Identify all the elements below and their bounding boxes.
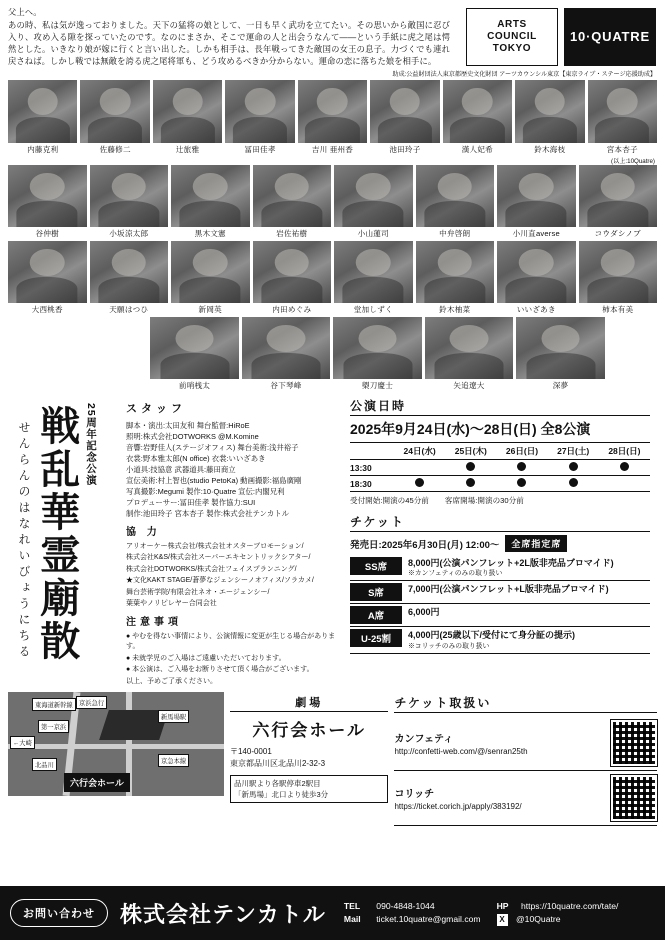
cast-cell	[171, 165, 250, 239]
open-notes	[350, 495, 650, 506]
footer-bar	[0, 886, 665, 940]
cast-photo	[334, 165, 413, 227]
price-value: 8,000円(公演パンフレット+2L版非売品ブロマイド)	[408, 558, 614, 569]
schedule-row	[350, 476, 650, 492]
venue-heading: 劇場	[230, 694, 389, 712]
staff-line: 音響:岩野佳人(ステージオフィス) 舞台美術:浅井裕子	[126, 442, 299, 452]
staff-line: 脚本・演出:太田友和 舞台監督:HiRoE	[126, 420, 250, 430]
price-tag: S席	[350, 583, 402, 601]
cast-photo	[497, 241, 576, 303]
top-block	[0, 0, 665, 67]
cast-row	[8, 165, 657, 239]
cast-photo	[253, 241, 332, 303]
cast-name: 小山蓮司	[357, 229, 389, 239]
cast-row	[8, 241, 657, 315]
ticket-outlet-row[interactable]	[394, 716, 657, 771]
price-note: ※カンフェティのみの取り扱い	[408, 570, 503, 578]
outlet-name: カンフェティ	[394, 734, 454, 746]
cast-name: 漢人妃希	[461, 145, 493, 155]
cast-grid	[0, 78, 665, 391]
ticket-outlets-block	[394, 692, 657, 826]
cast-name: 鈴木柚菜	[439, 305, 471, 315]
schedule-cell	[548, 460, 599, 476]
cast-name: 大西桃香	[31, 305, 63, 315]
middle-section	[0, 393, 665, 688]
show-title-kana: せんらんのはなれいびょうにちる	[17, 421, 31, 662]
schedule-cell	[599, 460, 650, 476]
notice-line: ● 未就学児のご入場はご遠慮いただいております。	[126, 654, 286, 662]
notice-line: 以上、予めご了承ください。	[126, 677, 217, 685]
cast-photo	[416, 165, 495, 227]
cast-cell	[8, 80, 77, 155]
performance-dot	[415, 478, 424, 487]
cast-photo	[334, 241, 413, 303]
venue-access-line: 品川駅より各駅停車2駅目	[233, 778, 321, 788]
contact-label: お問い合わせ	[10, 899, 108, 927]
company-logo	[564, 8, 656, 66]
arts-council-line3: TOKYO	[492, 42, 532, 54]
bottom-section	[0, 688, 665, 826]
cooperation-line: 葉葉やノリピレヤー合同会社	[126, 600, 217, 608]
cast-cell	[579, 241, 658, 315]
cast-cell	[153, 80, 222, 155]
intro-lead: 父上へ。	[8, 7, 42, 17]
cast-name: いいざあき	[516, 305, 556, 315]
schedule-dates: 2025年9月24日(水)〜28日(日) 全8公演	[350, 421, 591, 438]
cast-cell	[334, 241, 413, 315]
performance-dot	[620, 462, 629, 471]
outlet-name: コリッチ	[394, 789, 435, 801]
cast-photo	[171, 241, 250, 303]
schedule-cell	[394, 460, 445, 476]
cast-name: 佐藤修二	[99, 145, 131, 155]
outlet-info	[394, 785, 605, 811]
cast-cell	[8, 241, 87, 315]
seat-type-badge: 全席指定席	[505, 535, 567, 552]
contact-details	[344, 900, 481, 927]
schedule-cell	[496, 476, 547, 492]
cast-name: 谷下琴峰	[270, 381, 302, 391]
cast-photo	[588, 80, 657, 143]
cast-name: 池田玲子	[389, 145, 421, 155]
cast-cell	[90, 165, 169, 239]
cast-cell	[516, 317, 605, 391]
staff-line: プロデューサー:冨田佳孝 製作協力:SUI	[126, 498, 256, 508]
staff-line: 制作:池田玲子 宮本杏子 製作:株式会社テンカトル	[126, 509, 290, 519]
cast-cell	[416, 241, 495, 315]
title-block	[8, 395, 120, 688]
cast-name: 内田めぐみ	[272, 305, 312, 315]
cooperation-line: アリオーケー株式会社/株式会社オスターブロモーション/	[126, 542, 304, 550]
cast-photo	[153, 80, 222, 143]
performance-dot	[466, 478, 475, 487]
price-row	[350, 627, 650, 653]
cast-name: 前哨桟太	[178, 381, 211, 391]
mail-row	[344, 913, 481, 926]
onsale-date: 発売日:2025年6月30日(月) 12:00〜	[350, 539, 500, 551]
map-label: 京浜急行	[76, 696, 107, 709]
price-row	[350, 581, 650, 604]
outlet-url[interactable]: https://ticket.corich.jp/apply/383192/	[394, 802, 522, 812]
cast-name: 黒木文憲	[194, 229, 226, 239]
cast-photo	[90, 165, 169, 227]
ticket-outlet-row[interactable]	[394, 771, 657, 826]
cast-photo	[150, 317, 239, 379]
venue-name: 六行会ホール	[252, 721, 367, 741]
price-body	[408, 629, 575, 650]
cast-cell	[497, 165, 576, 239]
cast-photo	[425, 317, 514, 379]
price-tag: A席	[350, 606, 402, 624]
cast-name: 小坂涼太郎	[109, 229, 149, 239]
venue-access	[230, 775, 389, 804]
map-label: 第一京浜	[38, 720, 69, 733]
schedule-cell	[548, 476, 599, 492]
hp-value[interactable]: https://10quatre.com/tate/	[520, 900, 619, 911]
schedule-table	[350, 442, 650, 492]
cast-photo	[497, 165, 576, 227]
staff-line: 衣裳:野本雅太郎(N office) 衣裳:いいざあき	[126, 453, 266, 463]
cast-row	[8, 80, 657, 155]
cooperation-list	[126, 542, 344, 610]
cast-photo	[333, 317, 422, 379]
cast-photo	[579, 165, 658, 227]
cast-cell	[588, 80, 657, 155]
cast-photo	[416, 241, 495, 303]
mail-value[interactable]: ticket.10quatre@gmail.com	[376, 914, 481, 924]
cast-name: 吉川 亜州香	[311, 145, 354, 155]
show-title: 戦乱華霊廟散	[33, 405, 81, 664]
cast-photo	[515, 80, 584, 143]
notice-heading: 注意事項	[126, 616, 182, 628]
cast-photo	[242, 317, 331, 379]
mail-label: Mail	[343, 914, 361, 924]
price-body	[408, 606, 440, 618]
tickets-heading: チケット	[350, 513, 650, 532]
map-label: 北品川	[32, 758, 57, 771]
schedule-col-header: 25日(木)	[445, 443, 496, 460]
map-label: 新馬場駅	[158, 710, 189, 723]
notice-line: ● やむを得ない事情により、公演情報に変更が生じる場合があります。	[126, 632, 336, 651]
tel-label: TEL	[343, 900, 361, 911]
venue-zip: 〒140-0001	[229, 747, 272, 757]
cast-photo	[370, 80, 439, 143]
cooperation-line: 株式会社DOTWORKS/株式会社フェイスプランニング/	[126, 565, 297, 573]
map-venue-marker: 六行会ホール	[64, 773, 130, 792]
cast-name: コウダシノブ	[594, 229, 641, 239]
schedule-header-row	[350, 443, 650, 460]
tel-row	[344, 900, 481, 913]
cast-cell	[497, 241, 576, 315]
staff-line: 照明:株式会社DOTWORKS @M.Komine	[126, 431, 259, 441]
reception-note: 受付開始:開演の45分前	[350, 496, 429, 506]
cast-cell	[171, 241, 250, 315]
anniversary-label: 25周年記念公演	[85, 403, 97, 486]
intro-body: あの時、私は気が逸っておりました。天下の猛将の娘として、一日も早く武功を立てたい。その思いから敵国に忍び入り、攻め入る隙を探っていたのです。なのにまさか、そこで運命の人と出会うなんて——という手紙に虎之尾は愕然とした。いきなり娘が嫁に行くと言い出した。しかも相手は、長年戦ってきた敵国の女王の息子。力づくでも連れ戻さねば。しかし戦では無敵を誇る虎之尾将軍も、どう攻めるべきか分からない。運命の恋に落ちた娘を相手に。	[8, 20, 450, 67]
cast-group-note: (以上:10Quatre)	[610, 158, 655, 166]
performance-dot	[517, 478, 526, 487]
x-value[interactable]: @10Quatre	[515, 913, 561, 924]
schedule-col-header: 27日(土)	[548, 443, 599, 460]
price-row	[350, 555, 650, 581]
schedule-cell	[445, 460, 496, 476]
cast-photo	[253, 165, 332, 227]
hp-label: HP	[496, 900, 509, 911]
notice-line: ● 本公演は、ご入場をお断りさせて頂く場合がございます。	[126, 666, 314, 674]
cast-photo	[225, 80, 294, 143]
cooperation-line: 株式会社K&S/株式会社スーパーエキセントリックシアター/	[126, 554, 311, 562]
map-label: 東海道新幹線	[32, 698, 76, 711]
qr-code-icon[interactable]	[611, 775, 657, 821]
qr-code-icon[interactable]	[611, 720, 657, 766]
cast-name: 辻旅雅	[175, 145, 200, 155]
access-map	[8, 692, 224, 796]
staff-line: 小道具:技協意 武器道具:藤田商立	[126, 465, 236, 475]
price-body	[408, 557, 614, 578]
notice-list	[126, 632, 344, 688]
cast-name: 深夢	[552, 381, 569, 391]
cooperation-line: 舞台芸術学院/有限会社ネオ・エージェンシー/	[126, 588, 270, 596]
hp-row	[497, 900, 619, 913]
price-value: 4,000円(25歳以下/受付にて身分証の提示)	[408, 630, 576, 641]
cast-cell	[80, 80, 149, 155]
schedule-heading: 公演日時	[350, 397, 650, 416]
cast-cell	[370, 80, 439, 155]
cast-cell	[8, 165, 87, 239]
schedule-tickets-block	[350, 395, 650, 688]
cast-name: 谷仲樹	[35, 229, 59, 239]
cast-photo	[80, 80, 149, 143]
price-tag: U-25割	[350, 629, 402, 647]
onsale-row	[350, 535, 650, 552]
cast-name: 天願はつひ	[109, 305, 149, 315]
map-label: ←大崎	[10, 736, 35, 749]
cast-cell	[416, 165, 495, 239]
schedule-cell	[445, 476, 496, 492]
x-row	[497, 913, 619, 926]
price-tag: SS席	[350, 557, 402, 575]
map-label: 京急本線	[158, 754, 189, 767]
schedule-cell	[496, 460, 547, 476]
cast-cell	[90, 241, 169, 315]
company-logo-text: 10·QUATRE	[570, 29, 650, 45]
doors-note: 客席開場:開演の30分前	[444, 496, 524, 506]
cast-name: 小川直averse	[512, 229, 560, 239]
cast-photo	[8, 80, 77, 143]
cast-photo	[443, 80, 512, 143]
performance-dot	[569, 478, 578, 487]
schedule-time: 13:30	[350, 460, 394, 476]
cast-name: 中弁啓朗	[439, 229, 471, 239]
schedule-col-header: 26日(日)	[496, 443, 547, 460]
cast-name: 冨田佳孝	[244, 145, 276, 155]
schedule-cell	[394, 476, 445, 492]
price-note: ※コリッチのみの取り扱い	[408, 642, 490, 650]
cast-cell	[443, 80, 512, 155]
cast-photo	[8, 165, 87, 227]
staff-heading: スタッフ	[126, 403, 186, 416]
x-icon: X	[497, 914, 508, 926]
map-road-line	[8, 744, 224, 749]
staff-block	[126, 395, 344, 688]
cast-cell	[334, 165, 413, 239]
cast-name: 内藤克利	[27, 145, 59, 155]
cast-name: 堂加しずく	[353, 305, 393, 315]
schedule-col-header: 28日(日)	[599, 443, 650, 460]
schedule-time: 18:30	[350, 476, 394, 492]
cast-photo	[579, 241, 658, 303]
cast-name: 新岡英	[198, 305, 222, 315]
price-value: 6,000円	[408, 607, 440, 618]
venue-address: 東京都品川区北品川2-32-3	[229, 759, 326, 769]
cast-cell	[225, 80, 294, 155]
cast-photo	[298, 80, 367, 143]
outlets-heading: チケット取扱い	[394, 694, 657, 713]
cast-name: 杮本有美	[602, 305, 634, 315]
cast-photo	[8, 241, 87, 303]
map-block	[8, 692, 224, 826]
cooperation-heading: 協 力	[126, 526, 161, 538]
cooperation-line: ★文化KAKT STAGE/蒼夢なジェンシーノオフィス/ソラカメ/	[126, 577, 314, 585]
venue-access-line: 「新馬場」北口より徒歩3分	[233, 790, 329, 800]
cast-name: 矢追遼大	[453, 381, 485, 391]
cast-name: 鈴木海枝	[534, 145, 566, 155]
schedule-corner	[350, 443, 394, 460]
tel-value[interactable]: 090-4848-1044	[376, 900, 435, 911]
company-name: 株式会社テンカトル	[120, 901, 326, 927]
grant-credit: 助成:公益財団法人東京都歴史文化財団 アーツカウンシル東京【東京ライブ・ステージ応援助成】	[392, 71, 656, 79]
arts-council-line2: COUNCIL	[487, 31, 537, 43]
performance-dot	[466, 462, 475, 471]
arts-council-tokyo-logo	[466, 8, 558, 66]
staff-line: 宣伝美術:村上智也(studio PetoKa) 動画撮影:福島廣剛	[126, 476, 302, 486]
cast-cell	[253, 165, 332, 239]
cast-name: 岩佐祐樹	[276, 229, 308, 239]
venue-block	[230, 692, 389, 826]
price-body	[408, 583, 609, 595]
schedule-row	[350, 460, 650, 476]
cast-photo	[171, 165, 250, 227]
web-details	[497, 900, 619, 927]
performance-dot	[517, 462, 526, 471]
cast-cell	[298, 80, 367, 155]
arts-council-line1: ARTS	[497, 19, 527, 31]
performance-dot	[569, 462, 578, 471]
cast-row	[8, 317, 657, 391]
cast-cell	[150, 317, 239, 391]
cast-cell	[333, 317, 422, 391]
logo-group	[456, 6, 656, 67]
schedule-col-header: 24日(水)	[394, 443, 445, 460]
outlet-url[interactable]: http://confetti-web.com/@/senran25th	[394, 747, 528, 757]
outlet-info	[394, 730, 605, 756]
cast-name: 㮾刀慶士	[361, 381, 394, 391]
cast-cell	[579, 165, 658, 239]
cast-photo	[516, 317, 605, 379]
cast-name: 宮本杏子	[606, 145, 638, 155]
price-value: 7,000円(公演パンフレット+L版非売品ブロマイド)	[408, 584, 609, 595]
intro-text	[8, 6, 456, 67]
cast-cell	[425, 317, 514, 391]
cast-cell	[242, 317, 331, 391]
cast-cell	[253, 241, 332, 315]
schedule-cell	[599, 476, 650, 492]
cast-cell	[515, 80, 584, 155]
staff-line: 写真撮影:Megumi 製作:10·Quatre 宣伝:内閣兄利	[126, 487, 285, 497]
cast-photo	[90, 241, 169, 303]
price-row	[350, 604, 650, 627]
